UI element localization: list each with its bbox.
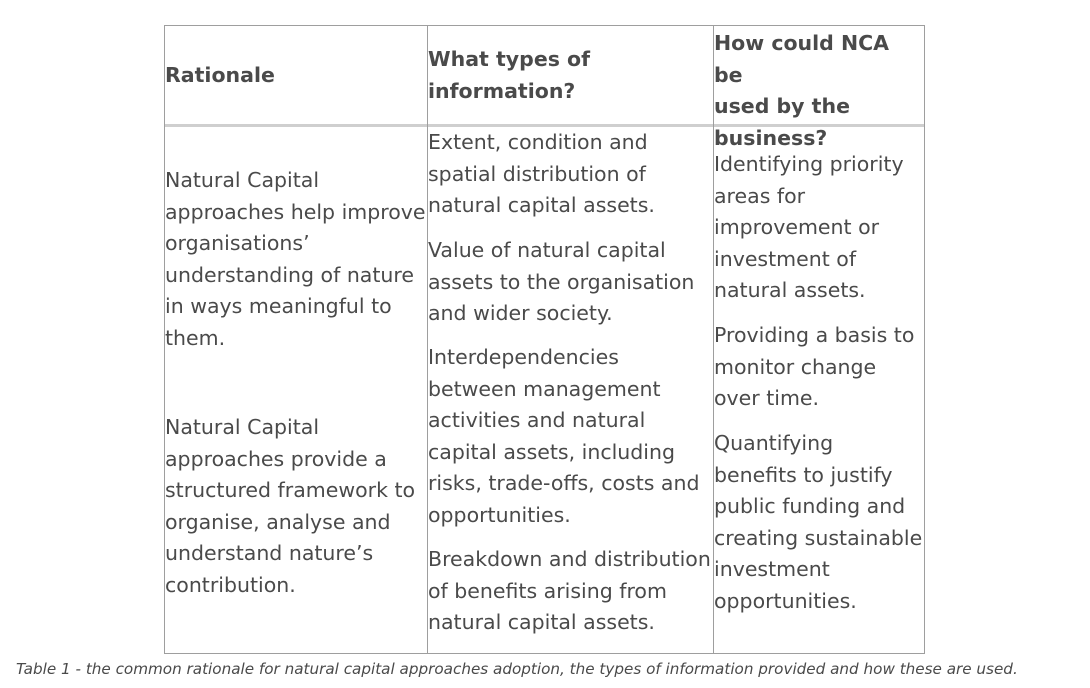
table-caption: Table 1 - the common rationale for natural capital approaches adoption, the types of information provided and how these are used. (16, 660, 1018, 678)
nca-table (164, 25, 925, 654)
rationale-cell: Natural Capital approaches help improve organisations’ understanding of nature in ways meaningful to them. (165, 168, 426, 350)
header-rationale: Rationale (165, 63, 275, 87)
information-type-cell: Extent, condition and spatial distribution of natural capital assets. (428, 130, 655, 218)
information-type-cell: Breakdown and distribution of benefits arising from natural capital assets. (428, 547, 711, 635)
business-use-cell: Providing a basis to monitor change over time. (714, 323, 915, 411)
rationale-cell: Natural Capital approaches provide a structured framework to organise, analyse and understand nature’s contribution. (165, 415, 416, 597)
header-business-uses: How could NCA be used by the business? (714, 31, 890, 150)
business-use-cell: Quantifying benefits to justify public funding and creating sustainable investment opportunities. (714, 431, 923, 613)
information-type-cell: Value of natural capital assets to the organisation and wider society. (428, 238, 695, 326)
header-information-types: What types of information? (428, 47, 591, 103)
information-type-cell: Interdependencies between management activities and natural capital assets, including risks, trade-offs, costs and opportunities. (428, 345, 700, 527)
table-header-row (165, 26, 924, 150)
business-use-cell: Identifying priority areas for improvement or investment of natural assets. (714, 152, 904, 303)
